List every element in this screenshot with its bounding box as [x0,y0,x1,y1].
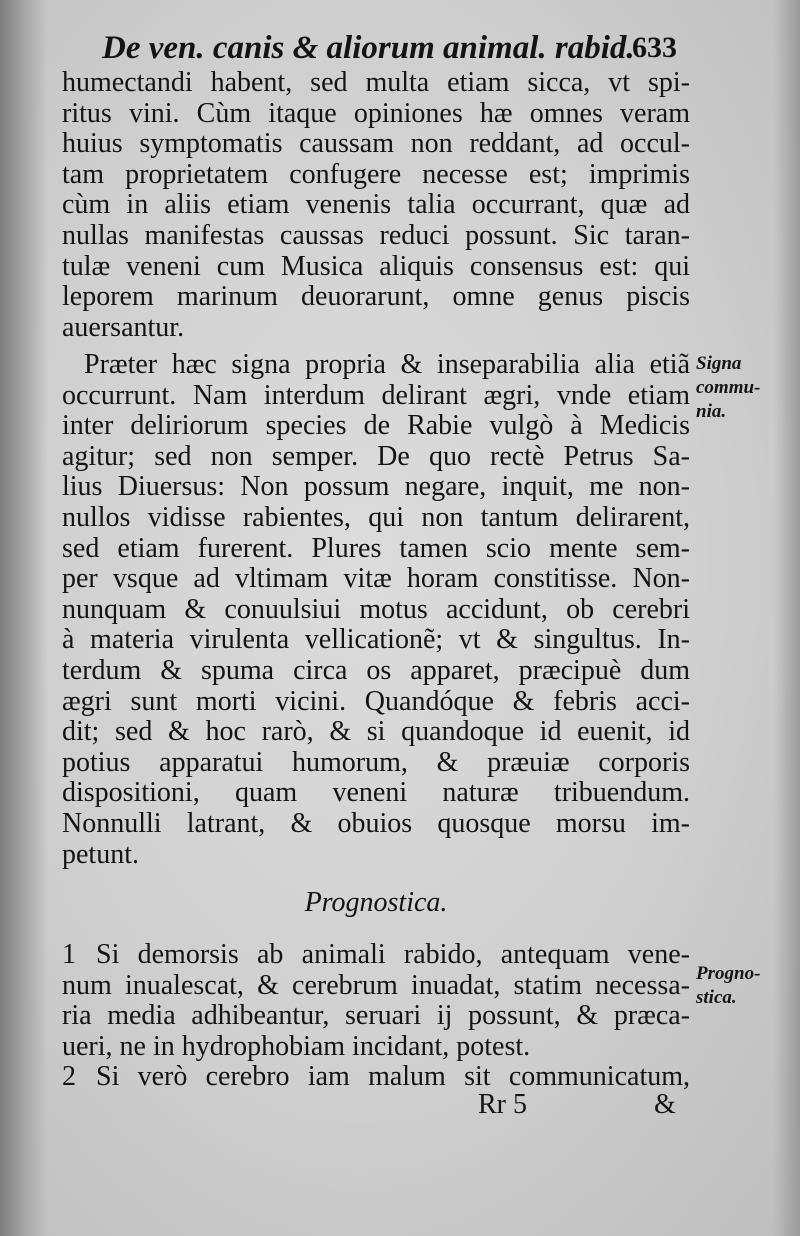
text-line: à materia virulenta vellicationẽ; vt & singultus. In- [62,624,690,656]
text-line: num inualescat, & cerebrum inuadat, statim necessa- [62,969,690,1001]
margin-note-prognostica [696,962,796,1010]
text-line: potius apparatui humorum, & præuiæ corporis [62,746,690,778]
text-line: tam proprietatem confugere necesse est; imprimis [62,158,690,190]
margin-note-line: nia. [696,401,727,422]
text-line: petunt. [62,838,139,870]
text-line: auersantur. [62,311,185,343]
section-heading: Prognostica. [304,887,448,918]
text-line: sed etiam furerent. Plures tamen scio mente sem- [62,532,690,564]
signature-mark: Rr 5 [478,1089,527,1120]
margin-note-line: commu- [696,377,761,398]
text-line: lius Diuersus: Non possum negare, inquit, me non- [62,471,690,503]
catchword: & [654,1089,676,1120]
text-line: agitur; sed non semper. De quo rectè Petrus Sa- [62,440,690,472]
text-line: dit; sed & hoc rarò, & si quandoque id euenit, id [62,716,690,748]
text-line: humectandi habent, sed multa etiam sicca, vt spi- [62,67,690,98]
list-item [62,1062,690,1093]
text-line: nullas manifestas caussas reduci possunt. Sic taran- [62,219,690,251]
margin-note-line: Progno- [696,963,761,984]
text-line: occurrunt. Nam interdum delirant ægri, vnde etiam [62,379,690,411]
margin-note-signa [696,352,796,424]
running-title: De ven. canis & aliorum animal. rabid. [102,30,635,66]
margin-note-line: stica. [696,987,737,1008]
text-line: per vsque ad vltimam vitæ horam constitisse. Non- [62,563,690,595]
text-line: ritus vini. Cùm itaque opiniones hæ omnes veram [62,97,690,129]
text-line: nullos vidisse rabientes, qui non tantum delirarent, [62,501,690,533]
text-line: cùm in aliis etiam venenis talia occurrant, quæ ad [62,189,690,221]
text-line: leporem marinum deuorarunt, omne genus piscis [62,281,690,313]
text-line: ægri sunt morti vicini. Quandóque & febris acci- [62,685,690,717]
text-line: inter deliriorum species de Rabie vulgò à Medicis [62,410,690,442]
margin-note-line: Signa [696,353,742,374]
paragraph-two [62,350,690,870]
item-number: 1 [62,939,76,970]
text-line: Si verò cerebro iam malum sit communicatum, [96,1061,690,1093]
page-gutter-shadow [0,0,48,1236]
text-line: dispositioni, quam veneni naturæ tribuendum. [62,777,690,809]
text-line: huius symptomatis caussam non reddant, ad occul- [62,128,690,160]
page-edge-shadow [774,0,800,1236]
item-number: 2 [62,1061,76,1093]
text-line: Nonnulli latrant, & obuios quosque morsu im- [62,807,690,839]
page-number: 633 [632,31,677,64]
text-line: tulæ veneni cum Musica aliquis consensus est: qui [62,250,690,282]
text-line: terdum & spuma circa os apparet, præcipuè dum [62,654,690,686]
text-line: nunquam & conuulsiui motus accidunt, ob cerebri [62,593,690,625]
list-item [62,940,690,971]
paragraph-one [62,68,690,343]
prognostica-list [62,940,690,1093]
text-line: Præter hæc signa propria & inseparabilia alia etiã [84,349,690,380]
text-line: ria media adhibeantur, seruari ij possunt, & præca- [62,1000,690,1032]
text-line: ueri, ne in hydrophobiam incidant, potest. [62,1030,531,1062]
text-line: Si demorsis ab animali rabido, antequam vene- [96,939,690,970]
